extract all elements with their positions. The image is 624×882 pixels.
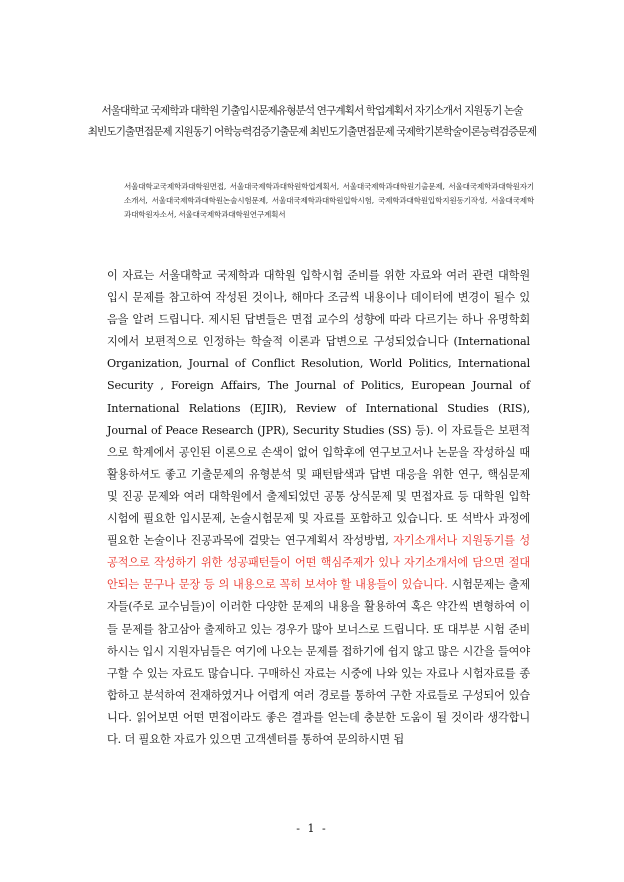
body-text-part-1: 이 자료는 서울대학교 국제학과 대학원 입학시험 준비를 위한 자료와 여러 관련 대학원 입시 문제를 참고하여 작성된 것이나, 해마다 조금씩 내용이나 데이터에 변경이 될수 있음을 알려 드립니다. 제시된 답변들은 면접 교수의 성향에 따라 다르기는 하나 유명학회지에서 보편적으로 인정하는 학술적 이론과 답변으로 구성되었습니다 (International Organization, Journal of Conflict Resolution, World Politics, International Security , Foreign Affairs, The Journal of Politics, European Journal of International Relations (EJIR), Review of International Studies (RIS), Journal of Peace Research (JPR), Security Studies (SS) 등). 이 자료들은 보편적으로 학계에서 공인된 이론으로 손색이 없어 입학후에 연구보고서나 논문을 작성하실 때 활용하셔도 좋고 기출문제의 유형분석 및 패턴탐색과 답변 대응을 위한 연구, 핵심문제 및 진공 문제와 여러 대학원에서 출제되었던 공통 상식문제 및 면접자료 등 대학원 입학시험에 필요한 입시문제, 논술시험문제 및 자료를 포함하고 있습니다. 또 석박사 과정에 필요한 논술이나 진공과목에 걸맞는 연구계획서 작성방법, [107,269,530,548]
title-line-1: 서울대학교 국제학과 대학원 기출입시문제유형분석 연구계획서 학업계획서 자기소개서 지원동기 논술 [101,105,523,117]
keyword-list: 서울대학교국제학과대학원면접, 서울대국제학과대학원학업계획서, 서울대국제학과대학원기출문제, 서울대국제학과대학원자기소개서, 서울대국제학과대학원논술시험문제, 서울대국제학과대학원입학시험, 국제학과대학원입학지원동기작성, 서울대국제학과대학원자소서, 서울대국제학과대학원연구계획서 [124,182,534,219]
body-text-part-2: 시험문제는 출제자들(주로 교수님들)이 이러한 다양한 문제의 내용을 활용하여 혹은 약간씩 변형하여 이들 문제를 참고삼아 출제하고 있는 경우가 많아 보너스로 드립니다. 또 대부분 시험 준비하시는 입시 지원자님들은 여기에 나오는 문제를 접하기에 쉽지 않고 많은 시간을 들여야 구할 수 있는 자료도 많습니다. 구매하신 자료는 시중에 나와 있는 자료나 시험자료를 종합하고 분석하여 전재하였거나 어렵게 여러 경로를 통하여 구한 자료들로 구성되어 있습니다. 읽어보면 어떤 면접이라도 좋은 결과를 얻는데 충분한 도움이 될 것이라 생각합니다. 더 필요한 자료가 있으면 고객센터를 통하여 문의하시면 됩 [107,578,530,746]
page-number: - 1 - [296,822,328,835]
title-line-2: 최빈도기출면접문제 지원동기 어학능력검증기출문제 최빈도기출면접문제 국제학기본학술이론능력검증문제 [87,126,537,138]
body-paragraph [107,265,530,751]
highlighted-text: 자기소개서나 지원동기를 성공적으로 작성하기 위한 성공패턴들이 어떤 핵심주제가 있나 자기소개서에 담으면 절대 안되는 문구나 문장 등 의 내용으로 꼭히 보셔야 할 내용들이 있습니다. [107,534,530,592]
document-title [40,101,584,143]
